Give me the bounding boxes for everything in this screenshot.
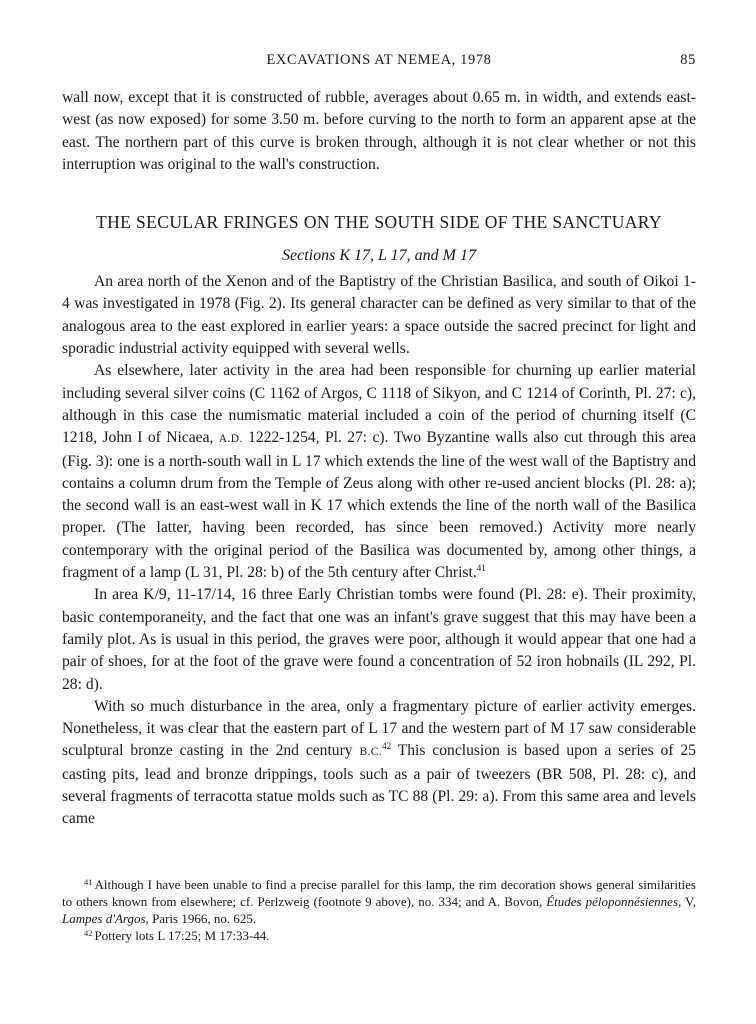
- running-title: EXCAVATIONS AT NEMEA, 1978: [266, 52, 492, 68]
- footnote-ref-41[interactable]: 41: [476, 563, 486, 574]
- footnote-41-title: Études péloponnésiennes,: [546, 894, 682, 909]
- paragraph-4-part-b: This conclusion is based upon a series of 25 casting pits, lead and bronze drippings, tools such as a pair of tweezers (BR 508, Pl. 28: c), and several fragments of terracotta statue molds such as TC 88 (Pl. 29: a). From this same area and levels came: [62, 742, 696, 828]
- footnote-42-number: 42: [84, 928, 93, 938]
- era-abbreviation-bc: B.C.: [359, 746, 383, 759]
- footnote-41-text-a: Although I have been unable to find a precise parallel for this lamp, the rim decoration shows general similarities to others known from elsewhere; cf. Perlzweig (footnote 9 above), no. 334; and A. Bovon,: [62, 877, 696, 909]
- footnote-ref-42[interactable]: 42: [382, 741, 392, 752]
- paragraph-1: An area north of the Xenon and of the Baptistry of the Christian Basilica, and south of Oikoi 1-4 was investigated in 1978 (Fig. 2). Its general character can be defined as very similar to that of the analogous area to the east explored in earlier years: a space outside the sacred precinct for light and sporadic industrial activity equipped with several wells.: [62, 273, 696, 358]
- paragraph-4: [62, 696, 696, 831]
- page-number: 85: [680, 52, 696, 68]
- footnote-42-text: Pottery lots L 17:25; M 17:33-44.: [94, 928, 270, 943]
- footnote-41-text-c: Paris 1966, no. 625.: [148, 911, 257, 926]
- footnote-41: [62, 876, 696, 927]
- intro-paragraph: wall now, except that it is constructed of rubble, averages about 0.65 m. in width, and extends east-west (as now exposed) for some 3.50 m. before curving to the north to form an apparent apse at the east. The northern part of this curve is broken through, although it is not clear whether or not this interruption was original to the wall's construction.: [62, 89, 696, 173]
- footnote-41-number: 41: [84, 877, 93, 887]
- section-subheading: Sections K 17, L 17, and M 17: [282, 247, 476, 265]
- paragraph-2-part-b: 1222-1254, Pl. 27: c). Two Byzantine walls also cut through this area (Fig. 3): one is a north-south wall in L 17 which extends the line of the west wall of the Baptistry and contains a column drum from the Temple of Zeus along with other re-used ancient blocks (Pl. 28: a); the second wall is an east-west wall in K 17 which extends the line of the north wall of the Basilica proper. (The latter, having been recorded, has since been removed.) Activity more nearly contemporary with the original period of the Basilica was documented by, among other things, a fragment of a lamp (L 31, Pl. 28: b) of the 5th century after Christ.: [62, 429, 696, 582]
- footnotes: [62, 876, 696, 944]
- footnote-41-title-2: Lampes d'Argos,: [62, 911, 149, 926]
- paragraph-2-part-a: As elsewhere, later activity in the area had been responsible for churning up earlier material including several silver coins (C 1162 of Argos, C 1118 of Sikyon, and C 1214 of Corinth, Pl. 27: c), although in this case the numismatic material included a coin of the period of churning itself (C 1218, John I of Nicaea,: [62, 362, 696, 447]
- paragraph-3: In area K/9, 11-17/14, 16 three Early Christian tombs were found (Pl. 28: e). Their proximity, basic contemporaneity, and the fact that one was an infant's grave suggest that this may have been a family plot. As is usual in this period, the graves were poor, although it would appear that one had a pair of shoes, for at the foot of the grave were found a concentration of 52 iron hobnails (IL 292, Pl. 28: d).: [62, 586, 696, 693]
- paragraph-4-part-a: With so much disturbance in the area, only a fragmentary picture of earlier activity emerges. Nonetheless, it was clear that the eastern part of L 17 and the western part of M 17 saw considerable sculptural bronze casting in the 2nd century: [62, 697, 696, 760]
- footnote-41-text-b: V,: [681, 894, 696, 909]
- running-header: [62, 52, 696, 74]
- footnote-42: [62, 927, 696, 944]
- section-heading: THE SECULAR FRINGES ON THE SOUTH SIDE OF THE SANCTUARY: [96, 212, 662, 233]
- main-text: [62, 87, 696, 831]
- era-abbreviation-ad: A.D.: [218, 433, 243, 446]
- paragraph-2: [62, 360, 696, 584]
